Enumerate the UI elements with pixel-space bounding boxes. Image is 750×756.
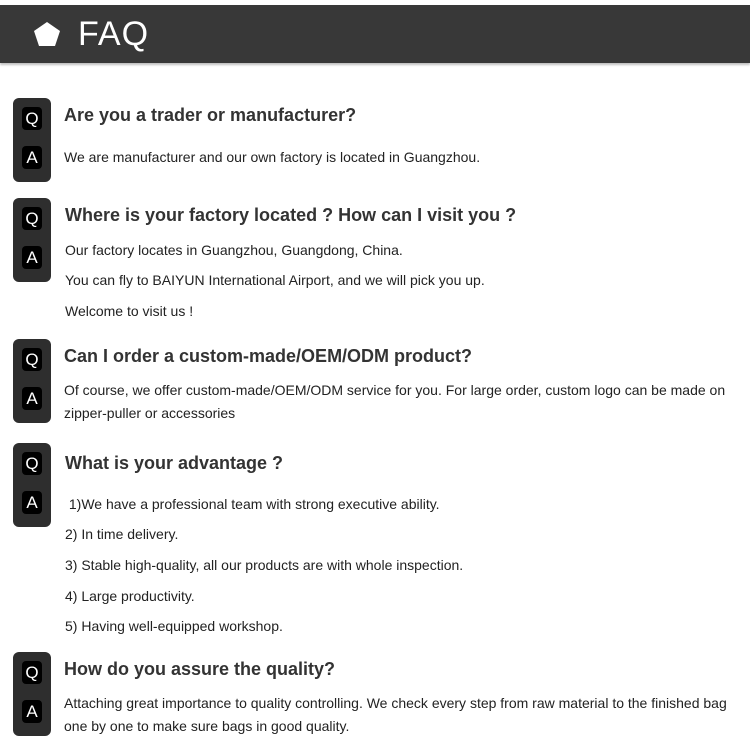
faq-answer: Our factory locates in Guangzhou, Guangdong, China. xyxy=(65,242,403,258)
q-marker: Q xyxy=(22,661,42,684)
faq-answer: Attaching great importance to quality controlling. We check every step from raw material to the finished bag one by one to make sure bags in good quality. xyxy=(64,695,727,734)
q-marker: Q xyxy=(22,348,42,371)
a-marker: A xyxy=(22,146,42,169)
faq-question: Can I order a custom-made/OEM/ODM product? xyxy=(64,346,473,366)
faq-answer: 4) Large productivity. xyxy=(65,588,195,604)
page-title: FAQ xyxy=(78,15,150,53)
qa-badge xyxy=(13,98,51,182)
q-marker: Q xyxy=(22,207,42,230)
qa-badge xyxy=(13,443,51,527)
faq-header xyxy=(0,5,750,63)
faq-answer: 1)We have a professional team with strong executive ability. xyxy=(65,496,440,512)
qa-badge xyxy=(13,652,51,736)
faq-question: How do you assure the quality? xyxy=(64,659,336,679)
faq-answer: 2) In time delivery. xyxy=(65,526,179,542)
faq-answer: We are manufacturer and our own factory is located in Guangzhou. xyxy=(64,149,481,165)
faq-question: Are you a trader or manufacturer? xyxy=(64,105,357,125)
faq-answer: 5) Having well-equipped workshop. xyxy=(65,618,283,634)
qa-badge xyxy=(13,198,51,282)
q-marker: Q xyxy=(22,452,42,475)
faq-answer: Of course, we offer custom-made/OEM/ODM service for you. For large order, custom logo can be made on zipper-puller or accessories xyxy=(64,382,726,421)
a-marker: A xyxy=(22,246,42,269)
faq-answer: Welcome to visit us ! xyxy=(65,303,194,319)
faq-answer: 3) Stable high-quality, all our products are with whole inspection. xyxy=(65,557,464,573)
faq-question: Where is your factory located ? How can I visit you ? xyxy=(65,205,517,225)
pentagon-icon xyxy=(33,21,61,47)
q-marker: Q xyxy=(22,107,42,130)
qa-badge xyxy=(13,339,51,423)
a-marker: A xyxy=(22,387,42,410)
a-marker: A xyxy=(22,700,42,723)
a-marker: A xyxy=(22,491,42,514)
faq-question: What is your advantage ? xyxy=(65,453,284,473)
faq-answer: You can fly to BAIYUN International Airport, and we will pick you up. xyxy=(65,272,485,288)
